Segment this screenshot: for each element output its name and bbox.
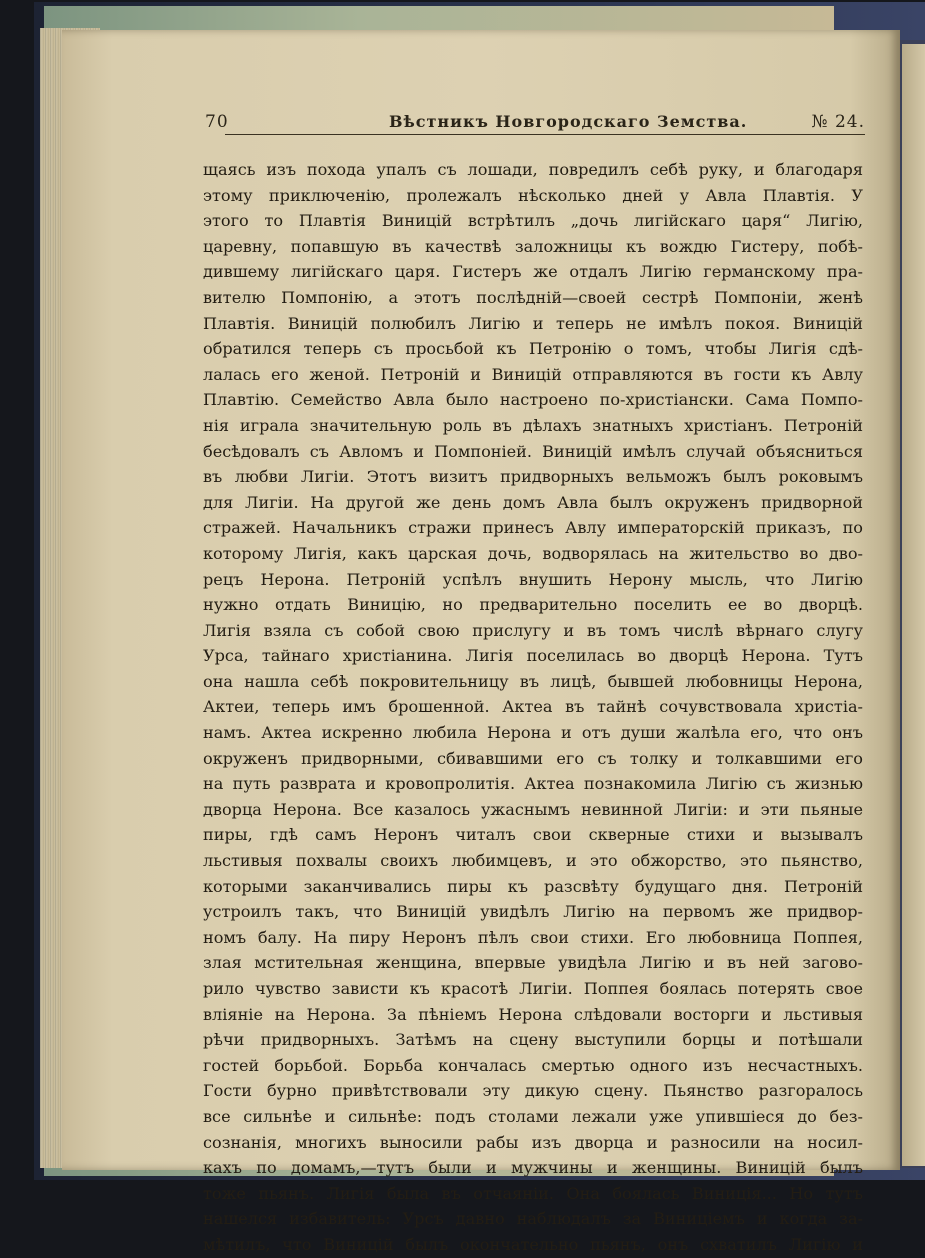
text-line: Плавтію. Семейство Авла было настроено по-христіански. Сама Помпо-	[203, 390, 863, 410]
text-line: стражей. Начальникъ стражи принесъ Авлу императорскій приказъ, по	[203, 518, 863, 538]
text-line: устроилъ такъ, что Виницій увидѣлъ Лигію на первомъ же придвор-	[203, 902, 863, 922]
text-line: этому приключенію, пролежалъ нѣсколько дней у Авла Плавтія. У	[203, 185, 863, 205]
text-line: Урса, тайнаго христіанина. Лигія поселилась во дворцѣ Нерона. Тутъ	[203, 646, 863, 666]
page-number: 70	[205, 112, 229, 132]
text-line: на путь разврата и кровопролитія. Актеа познакомила Лигію съ жизнью	[203, 774, 863, 794]
text-line: дившему лигійскаго царя. Гистеръ же отдалъ Лигію германскому пра-	[203, 262, 863, 282]
text-line: номъ балу. На пиру Неронъ пѣлъ свои стихи. Его любовница Поппея,	[203, 927, 863, 947]
text-line: окруженъ придворными, сбивавшими его съ толку и толкавшими его	[203, 748, 863, 768]
running-header	[205, 112, 865, 136]
text-line: Гости бурно привѣтствовали эту дикую сцену. Пьянство разгоралось	[203, 1081, 863, 1101]
text-line: рило чувство зависти къ красотѣ Лигіи. Поппея боялась потерять свое	[203, 979, 863, 998]
text-line: Актеи, теперь имъ брошенной. Актеа въ тайнѣ сочувствовала христіа-	[203, 697, 863, 717]
text-line: злая мстительная женщина, впервые увидѣла Лигію и въ ней загово-	[203, 953, 863, 973]
journal-title: Вѣстникъ Новгородскаго Земства.	[389, 112, 748, 131]
text-line: льстивыя похвалы своихъ любимцевъ, и это обжорство, это пьянство,	[203, 851, 863, 871]
text-line: щаясь изъ похода упалъ съ лошади, повредилъ себѣ руку, и благодаря	[203, 160, 863, 179]
text-line: вителю Помпонію, а этотъ послѣдній—своей сестрѣ Помпоніи, женѣ	[203, 287, 863, 307]
text-line: бесѣдовалъ съ Авломъ и Помпоніей. Виницій имѣлъ случай объясниться	[203, 441, 863, 461]
text-line: которому Лигія, какъ царская дочь, водворялась на жительство во дво-	[203, 543, 863, 563]
text-line: все сильнѣе и сильнѣе: подъ столами лежали уже упившіеся до без-	[203, 1106, 863, 1126]
text-line: лалась его женой. Петроній и Виницій отправляются въ гости къ Авлу	[203, 364, 863, 384]
text-line: сознанія, многихъ выносили рабы изъ дворца и разносили на носил-	[203, 1132, 863, 1152]
text-line: обратился теперь съ просьбой къ Петронію о томъ, чтобы Лигія сдѣ-	[203, 339, 863, 359]
text-line: нашелся избавитель: Урсъ давно наблюдалъ за Виниціемъ и когда за-	[203, 1209, 863, 1229]
text-line: Лигія взяла съ собой свою прислугу и въ томъ числѣ вѣрнаго слугу	[203, 620, 863, 640]
text-line: въ любви Лигіи. Этотъ визитъ придворныхъ вельможъ былъ роковымъ	[203, 467, 863, 487]
text-line: рецъ Нерона. Петроній успѣлъ внушить Нерону мысль, что Лигію	[203, 569, 863, 589]
text-line: дворца Нерона. Все казалось ужаснымъ невинной Лигіи: и эти пьяные	[203, 799, 863, 819]
text-line: рѣчи придворныхъ. Затѣмъ на сцену выступили борцы и потѣшали	[203, 1030, 863, 1050]
issue-number: № 24.	[811, 112, 865, 132]
text-line: пиры, гдѣ самъ Неронъ читалъ свои скверные стихи и вызывалъ	[203, 825, 863, 845]
text-line: намъ. Актеа искренно любила Нерона и отъ души жалѣла его, что онъ	[203, 723, 863, 743]
text-line: кахъ по домамъ,—тутъ были и мужчины и женщины. Виницій былъ	[203, 1158, 863, 1178]
text-line: нужно отдать Виницію, но предварительно поселить ее во дворцѣ.	[203, 595, 863, 615]
text-line: этого то Плавтія Виницій встрѣтилъ „дочь лигійскаго царя“ Лигію,	[203, 211, 863, 231]
text-line: она нашла себѣ покровительницу въ лицѣ, бывшей любовницы Нерона,	[203, 671, 863, 691]
text-line: вліяніе на Нерона. За пѣніемъ Нерона слѣдовали восторги и льстивыя	[203, 1004, 863, 1024]
text-line: Плавтія. Виницій полюбилъ Лигію и теперь не имѣлъ покоя. Виницій	[203, 313, 863, 333]
text-line: гостей борьбой. Борьба кончалась смертью одного изъ несчастныхъ.	[203, 1055, 863, 1075]
text-line: тоже пьянъ. Лигія была въ отчаяніи. Она боялась Виниція... Но тутъ	[203, 1183, 863, 1203]
text-line: мѣтилъ, что Виницій былъ окончательно пьянъ, онъ схватилъ Лигію и	[203, 1234, 863, 1254]
body-text	[203, 157, 863, 1258]
facing-page-edge	[902, 44, 925, 1166]
text-line: нія играла значительную роль въ дѣлахъ знатныхъ христіанъ. Петроній	[203, 415, 863, 435]
text-line: царевну, попавшую въ качествѣ заложницы къ вождю Гистеру, побѣ-	[203, 236, 863, 256]
header-rule	[225, 134, 865, 135]
text-line: которыми заканчивались пиры къ разсвѣту будущаго дня. Петроній	[203, 876, 863, 896]
text-line: для Лигіи. На другой же день домъ Авла былъ окруженъ придворной	[203, 492, 863, 512]
